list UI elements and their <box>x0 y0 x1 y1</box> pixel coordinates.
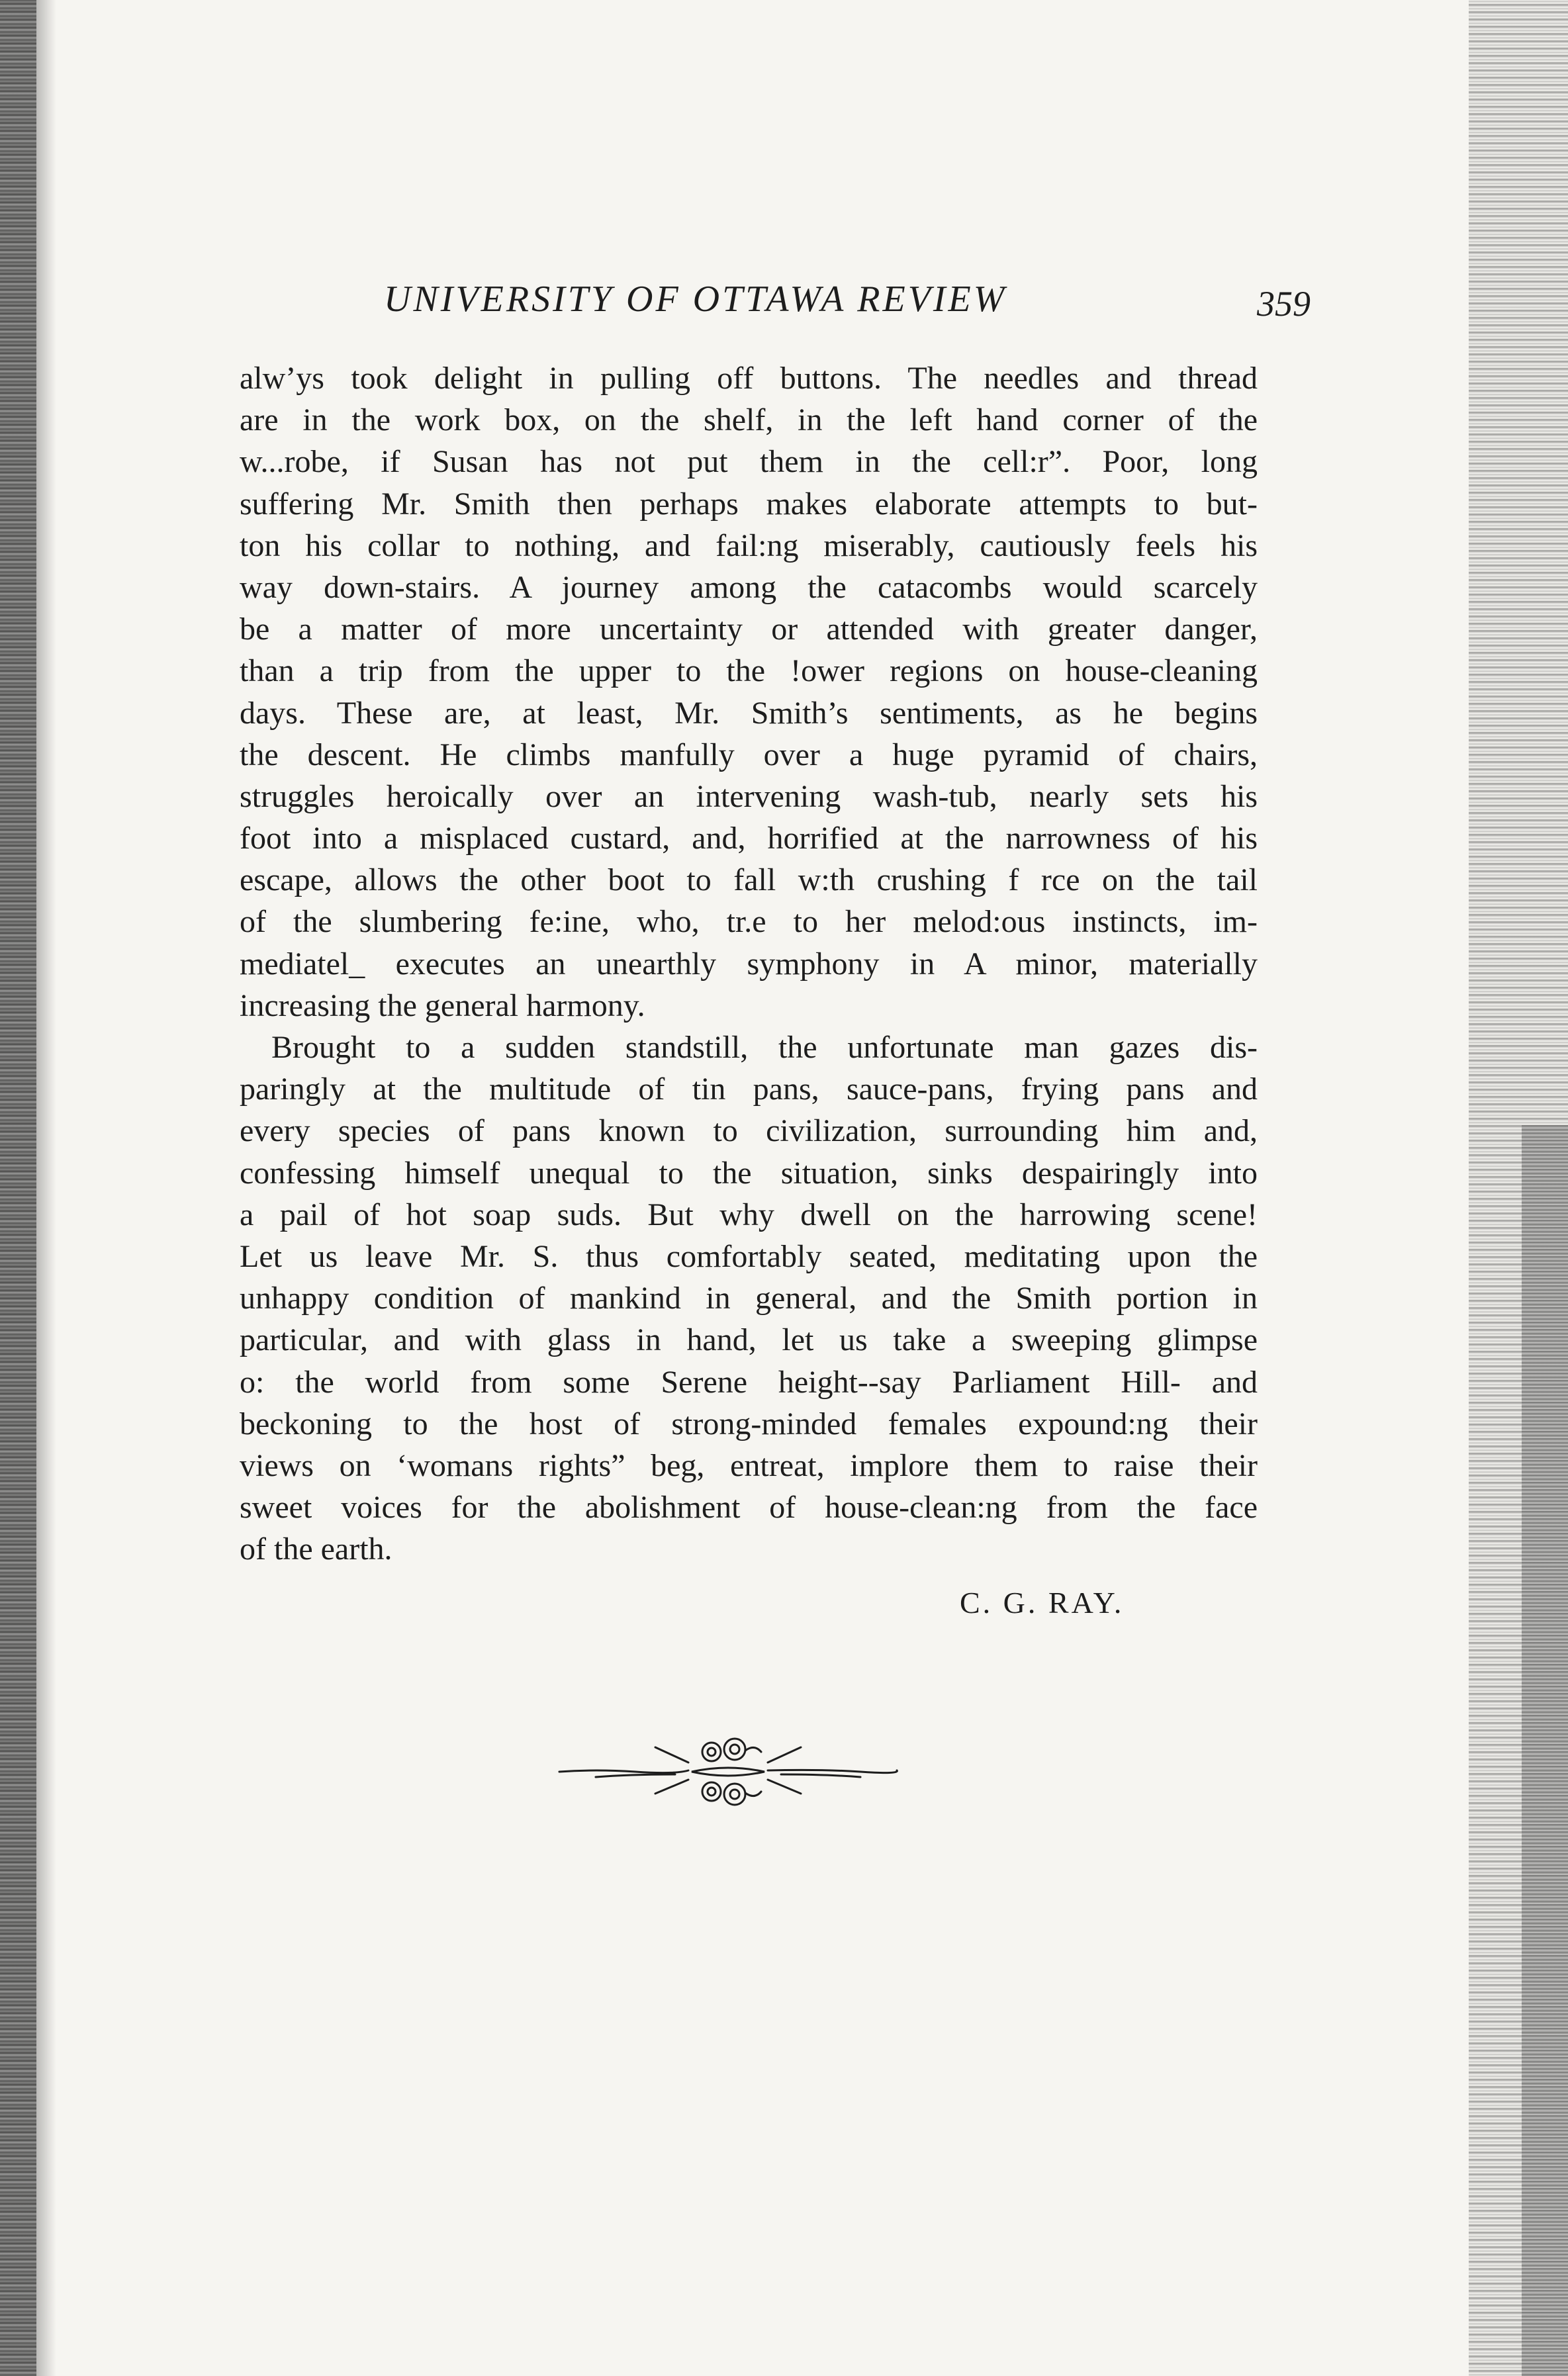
text-line: increasing the general harmony. <box>240 987 645 1023</box>
body-text <box>240 357 1258 1570</box>
scan-edge-left <box>0 0 36 2376</box>
text-line: of the earth. <box>240 1531 392 1567</box>
text-line: particular, and with glass in hand, let us take a sweeping glimpse <box>240 1322 1258 1358</box>
text-line: ton his collar to nothing, and fail:ng miserably, cautiously feels his <box>240 527 1258 563</box>
text-line: be a matter of more uncertainty or attended with greater danger, <box>240 612 1258 647</box>
text-line: escape, allows the other boot to fall w:th crushing f rce on the tail <box>240 862 1258 898</box>
text-line: foot into a misplaced custard, and, horrified at the narrowness of his <box>240 821 1258 856</box>
page-number: 359 <box>1257 284 1311 324</box>
swirl-divider-ornament-icon <box>556 1731 900 1810</box>
text-line: days. These are, at least, Mr. Smith’s sentiments, as he begins <box>240 695 1258 731</box>
text-line: suffering Mr. Smith then perhaps makes elaborate attempts to but- <box>240 486 1258 522</box>
scan-edge-right-dark <box>1522 1125 1568 2376</box>
text-line: are in the work box, on the shelf, in the left hand corner of the <box>240 402 1258 438</box>
text-line: Let us leave Mr. S. thus comfortably seated, meditating upon the <box>240 1238 1258 1274</box>
text-line: mediatel_ executes an unearthly symphony in A minor, materially <box>240 946 1258 982</box>
text-line: sweet voices for the abolishment of house-clean:ng from the face <box>240 1490 1258 1526</box>
running-title: UNIVERSITY OF OTTAWA REVIEW <box>384 279 1007 320</box>
text-line: confessing himself unequal to the situation, sinks despairingly into <box>240 1155 1258 1191</box>
text-line: unhappy condition of mankind in general, and the Smith portion in <box>240 1281 1258 1316</box>
text-line: struggles heroically over an intervening wash-tub, nearly sets his <box>240 778 1258 814</box>
author-signature: C. G. RAY. <box>960 1586 1125 1620</box>
text-line: the descent. He climbs manfully over a huge pyramid of chairs, <box>240 737 1258 772</box>
scan-edge-left-shadow <box>36 0 56 2376</box>
text-line: than a trip from the upper to the !ower regions on house-cleaning <box>240 653 1258 689</box>
text-line: beckoning to the host of strong-minded females expound:ng their <box>240 1406 1258 1441</box>
text-line: every species of pans known to civilization, surrounding him and, <box>240 1113 1258 1149</box>
text-line: of the slumbering fe:ine, who, tr.e to her melod:ous instincts, im- <box>240 904 1258 940</box>
text-line: alw’ys took delight in pulling off buttons. The needles and thread <box>240 361 1258 396</box>
text-line: way down-stairs. A journey among the catacombs would scarcely <box>240 569 1258 605</box>
page-header <box>371 278 1311 351</box>
text-line: Brought to a sudden standstill, the unfortunate man gazes dis- <box>271 1030 1258 1065</box>
text-line: o: the world from some Serene height--say Parliament Hill- and <box>240 1364 1258 1400</box>
text-line: a pail of hot soap suds. But why dwell on the harrowing scene! <box>240 1197 1258 1232</box>
text-line: paringly at the multitude of tin pans, sauce-pans, frying pans and <box>240 1072 1258 1107</box>
text-line: views on ‘womans rights” beg, entreat, implore them to raise their <box>240 1447 1258 1483</box>
text-line: w...robe, if Susan has not put them in the cell:r”. Poor, long <box>240 444 1258 480</box>
